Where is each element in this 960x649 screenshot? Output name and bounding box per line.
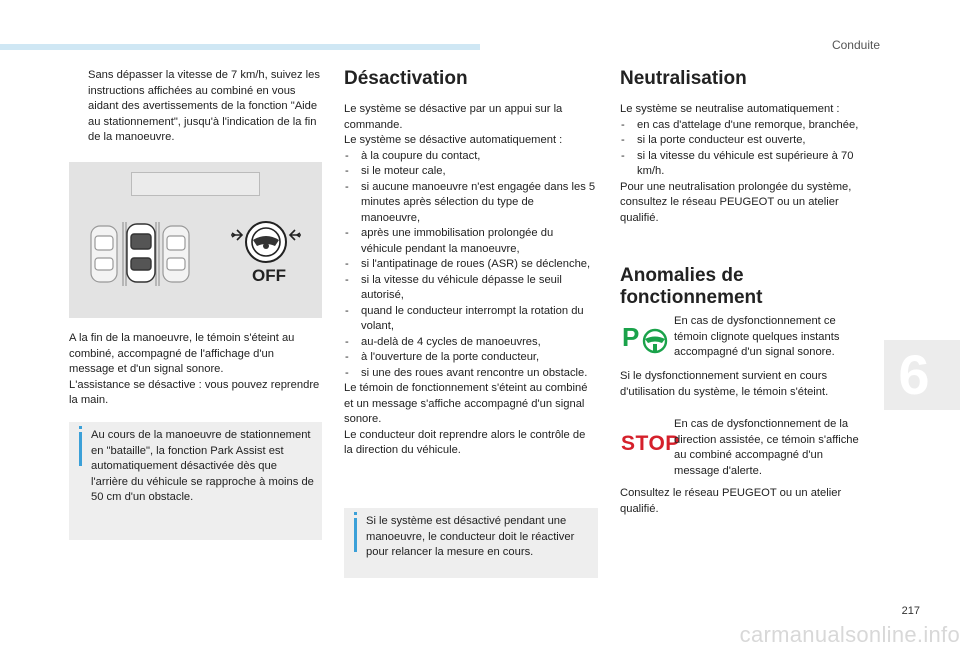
info-icon xyxy=(354,518,357,552)
col1-paragraphs xyxy=(69,331,322,409)
list-item: - si l'antipatinage de roues (ASR) se déclenche, xyxy=(344,257,596,273)
neutralisation-title: Neutralisation xyxy=(620,68,747,89)
deactivation-p1: Le système se désactive par un appui sur la commande. xyxy=(344,103,563,131)
off-label: OFF xyxy=(252,266,286,285)
chapter-tab xyxy=(884,340,960,410)
info-icon xyxy=(79,432,82,466)
deactivation-note-text: Si le système est désactivé pendant une manoeuvre, le conducteur doit le réactiver pour relancer la mesure en cours. xyxy=(366,515,575,558)
anomalies-section xyxy=(620,265,872,309)
stop-warning-icon: STOP xyxy=(621,432,680,455)
svg-text:P: P xyxy=(622,322,640,352)
parked-car-right-icon xyxy=(163,226,189,282)
deactivation-section xyxy=(344,68,596,459)
neutralisation-p2: Pour une neutralisation prolongée du système, consultez le réseau PEUGEOT ou un atelier qualifié. xyxy=(620,180,852,224)
list-item: - à la coupure du contact, xyxy=(344,149,596,165)
deactivation-p3: Le témoin de fonctionnement s'éteint au combiné et un message s'affiche accompagné d'un signal sonore. xyxy=(344,382,588,425)
list-item: - après une immobilisation prolongée du véhicule pendant la manoeuvre, xyxy=(344,226,596,257)
chapter-number: 6 xyxy=(898,343,930,406)
deactivation-list xyxy=(344,149,596,382)
intro-text: Sans dépasser la vitesse de 7 km/h, suivez les instructions affichées au combiné en vous aidant des avertissements de la fonction "Aide au stationnement", jusqu'à l'indication de la fin de la manoeuvre. xyxy=(88,69,320,143)
list-item: - si la vitesse du véhicule dépasse le seuil autorisé, xyxy=(344,273,596,304)
page-number: 217 xyxy=(901,605,920,617)
section-title: Conduite xyxy=(831,38,880,52)
end-of-manoeuvre-text: A la fin de la manoeuvre, le témoin s'éteint au combiné, accompagné de l'affichage d'un message et d'un signal sonore. xyxy=(69,332,295,375)
parked-car-left-icon xyxy=(91,226,117,282)
list-item: - si aucune manoeuvre n'est engagée dans les 5 minutes après sélection du type de manoeuvre, xyxy=(344,180,596,227)
info-icon-dot xyxy=(79,426,82,429)
deactivation-p4: Le conducteur doit reprendre alors le contrôle de la direction du véhicule. xyxy=(344,428,586,456)
deactivation-p2: Le système se désactive automatiquement : xyxy=(344,134,563,146)
info-note-box xyxy=(69,422,322,540)
warning1-text: En cas de dysfonctionnement ce témoin clignote quelques instants accompagné d'un signal sonore. xyxy=(674,315,840,358)
active-car-icon xyxy=(127,224,155,282)
anomalies-title-line1: Anomalies de xyxy=(620,265,744,286)
anomalies-p4: Consultez le réseau PEUGEOT ou un atelier qualifié. xyxy=(620,487,842,515)
neutralisation-section xyxy=(620,68,872,226)
list-item: - si la vitesse du véhicule est supérieure à 70 km/h. xyxy=(620,149,872,180)
anomalies-title-line2: fonctionnement xyxy=(620,287,763,308)
list-item: - en cas d'attelage d'une remorque, branchée, xyxy=(620,118,872,134)
info-note-text: Au cours de la manoeuvre de stationnement en "bataille", la fonction Park Assist est automatiquement désactivée dès que l'arrière du véhicule se rapproche à moins de 50 cm d'un obstacle. xyxy=(91,429,314,503)
list-item: - si le moteur cale, xyxy=(344,164,596,180)
steering-wheel-icon xyxy=(246,222,286,262)
park-assist-warning-icon xyxy=(622,322,670,356)
deactivation-title: Désactivation xyxy=(344,68,468,89)
list-item: - si une des roues avant rencontre un obstacle. xyxy=(344,366,596,382)
assist-deactivates-text: L'assistance se désactive : vous pouvez reprendre la main. xyxy=(69,378,320,406)
park-assist-figure xyxy=(69,162,322,318)
parking-diagram xyxy=(69,162,322,318)
neutralisation-list xyxy=(620,118,872,180)
list-item: - au-delà de 4 cycles de manoeuvres, xyxy=(344,335,596,351)
list-item: - si la porte conducteur est ouverte, xyxy=(620,133,872,149)
header-bar xyxy=(0,44,480,50)
neutralisation-p1: Le système se neutralise automatiquement : xyxy=(620,103,840,115)
deactivation-note-box xyxy=(344,508,598,578)
watermark: carmanualsonline.info xyxy=(739,622,960,647)
info-icon-dot xyxy=(354,512,357,515)
list-item: - à l'ouverture de la porte conducteur, xyxy=(344,350,596,366)
anomalies-p3: Si le dysfonctionnement survient en cours d'utilisation du système, le témoin s'éteint. xyxy=(620,370,829,398)
list-item: - quand le conducteur interrompt la rotation du volant, xyxy=(344,304,596,335)
warning2-text: En cas de dysfonctionnement de la direction assistée, ce témoin s'affiche au combiné accompagné d'un message d'alerte. xyxy=(674,418,859,477)
